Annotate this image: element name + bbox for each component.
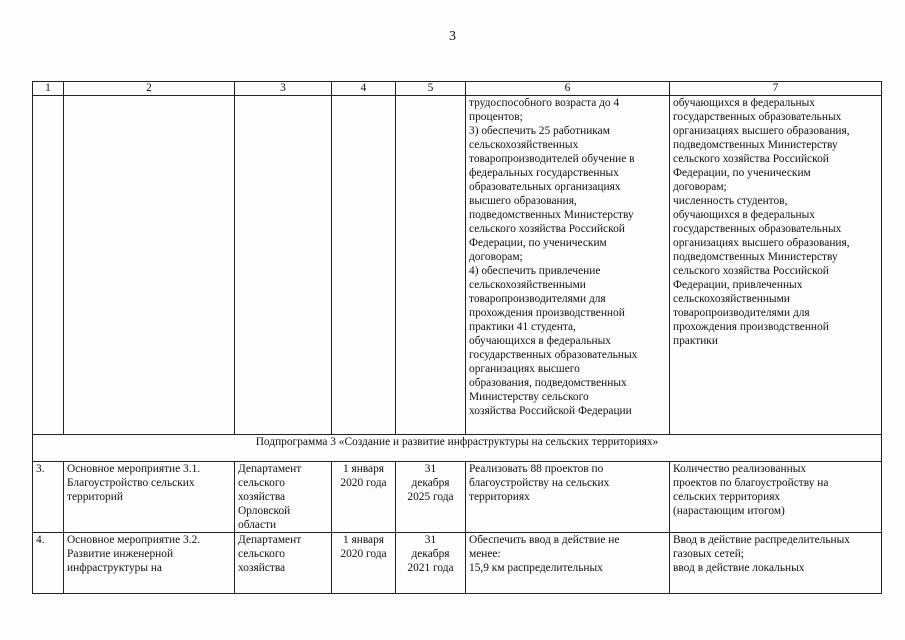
start-date-cell: 1 января 2020 года xyxy=(332,462,396,533)
column-number: 2 xyxy=(64,82,235,96)
column-number-row xyxy=(33,82,882,96)
subprogram-row xyxy=(33,435,882,462)
program-table xyxy=(32,81,882,594)
executor-cell: Департамент сельского хозяйства xyxy=(235,533,332,594)
row-number-cell: 3. xyxy=(33,462,64,533)
column-number: 4 xyxy=(332,82,396,96)
empty-cell xyxy=(33,96,64,435)
empty-cell xyxy=(396,96,466,435)
subprogram-title: Подпрограмма 3 «Создание и развитие инфраструктуры на сельских территориях» xyxy=(33,435,882,462)
indicator-cell: Количество реализованных проектов по благоустройству на сельских территориях (нарастающим итогом) xyxy=(670,462,882,533)
column-number: 6 xyxy=(466,82,670,96)
empty-cell xyxy=(332,96,396,435)
table-row xyxy=(33,462,882,533)
executor-cell: Департамент сельского хозяйства Орловской области xyxy=(235,462,332,533)
expected-result-cell: Обеспечить ввод в действие не менее: 15,9 км распределительных xyxy=(466,533,670,594)
indicator-cell: Ввод в действие распределительных газовых сетей; ввод в действие локальных xyxy=(670,533,882,594)
event-name-cell: Основное мероприятие 3.2. Развитие инженерной инфраструктуры на xyxy=(64,533,235,594)
expected-result-cell: трудоспособного возраста до 4 процентов; 3) обеспечить 25 работникам сельскохозяйственных товаропроизводителей обучение в федеральных государственных образовательных организациях высшего образования, подведомственных Министерству сельского хозяйства Российской Федерации, по ученическим договорам; 4) обеспечить привлечение сельскохозяйственными товаропроизводителями для прохождения производственной практики 41 студента, обучающихся в федеральных государственных образовательных организациях высшего образования, подведомственных Министерству сельского хозяйства Российской Федерации xyxy=(466,96,670,435)
empty-cell xyxy=(235,96,332,435)
event-name-cell: Основное мероприятие 3.1. Благоустройство сельских территорий xyxy=(64,462,235,533)
column-number: 1 xyxy=(33,82,64,96)
table-row xyxy=(33,96,882,435)
end-date-cell: 31 декабря 2021 года xyxy=(396,533,466,594)
column-number: 3 xyxy=(235,82,332,96)
table-row xyxy=(33,533,882,594)
column-number: 5 xyxy=(396,82,466,96)
indicator-cell: обучающихся в федеральных государственных образовательных организациях высшего образования, подведомственных Министерству сельского хозяйства Российской Федерации, по ученическим договорам; численность студентов, обучающихся в федеральных государственных образовательных организациях высшего образования, подведомственных Министерству сельского хозяйства Российской Федерации, привлеченных сельскохозяйственными товаропроизводителями для прохождения производственной практики xyxy=(670,96,882,435)
start-date-cell: 1 января 2020 года xyxy=(332,533,396,594)
row-number-cell: 4. xyxy=(33,533,64,594)
expected-result-cell: Реализовать 88 проектов по благоустройству на сельских территориях xyxy=(466,462,670,533)
page-number: 3 xyxy=(449,29,456,44)
empty-cell xyxy=(64,96,235,435)
end-date-cell: 31 декабря 2025 года xyxy=(396,462,466,533)
column-number: 7 xyxy=(670,82,882,96)
